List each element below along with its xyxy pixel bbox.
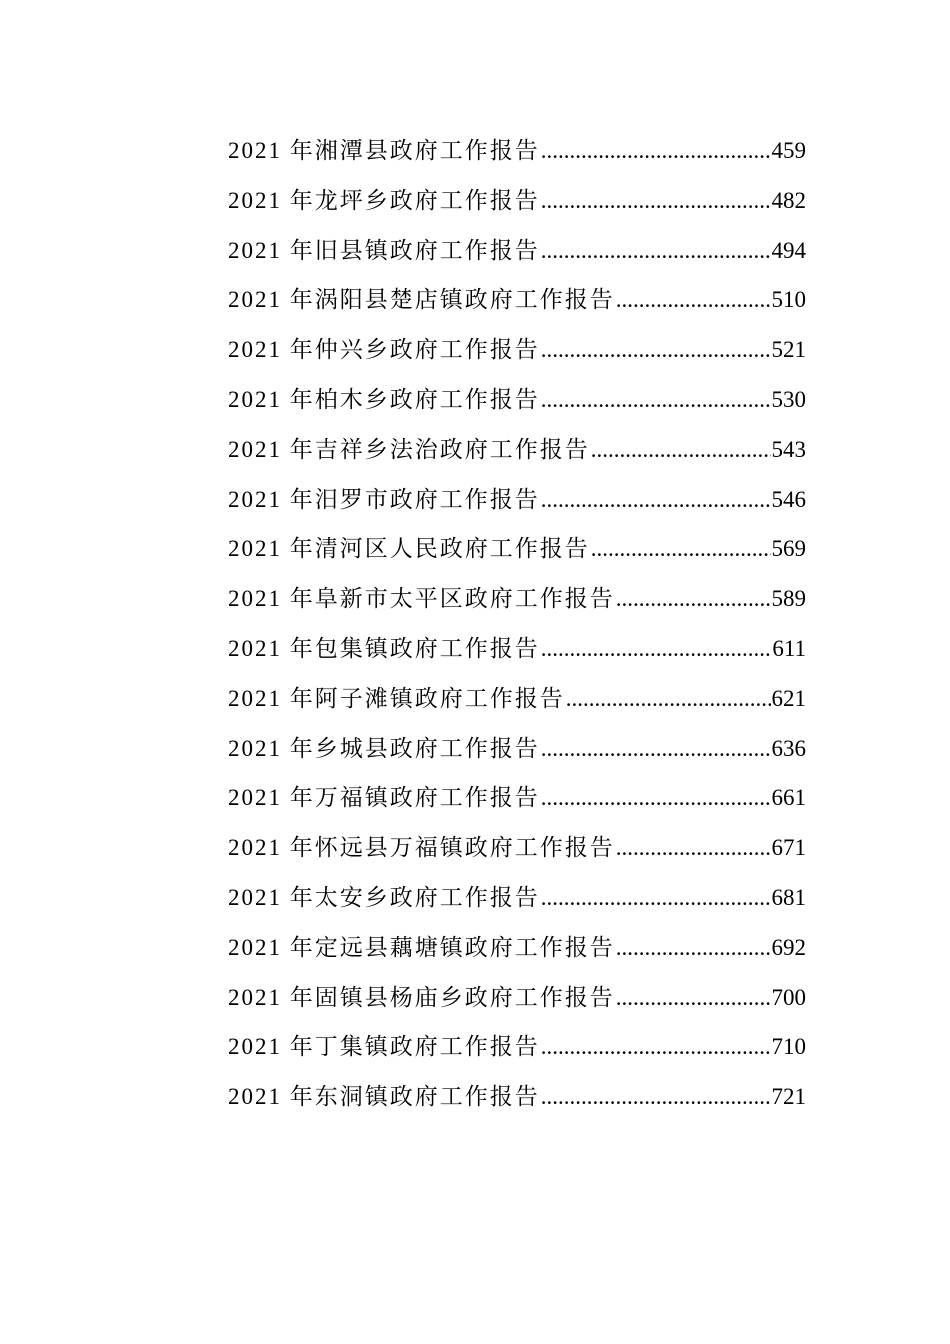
toc-entry[interactable]: [228, 724, 806, 774]
toc-dot-leader: [616, 923, 771, 973]
toc-entry[interactable]: [228, 375, 806, 425]
toc-entry[interactable]: [228, 425, 806, 475]
toc-entry[interactable]: [228, 973, 806, 1023]
toc-dot-leader: [616, 823, 771, 873]
toc-entry[interactable]: [228, 325, 806, 375]
toc-dot-leader: [591, 425, 771, 475]
toc-entry-page-number: 621: [771, 685, 806, 711]
toc-entry[interactable]: [228, 1022, 806, 1072]
toc-entry-title: 2021 年万福镇政府工作报告: [228, 785, 540, 811]
toc-entry-title: 2021 年龙坪乡政府工作报告: [228, 187, 540, 213]
toc-entry-title: 2021 年阿子滩镇政府工作报告: [228, 685, 565, 711]
toc-dot-leader: [541, 325, 771, 375]
toc-entry[interactable]: [228, 524, 806, 574]
toc-dot-leader: [541, 724, 771, 774]
toc-entry-page-number: 569: [771, 536, 806, 562]
toc-entry-title: 2021 年柏木乡政府工作报告: [228, 386, 540, 412]
toc-entry-title: 2021 年太安乡政府工作报告: [228, 884, 540, 910]
toc-entry-title: 2021 年阜新市太平区政府工作报告: [228, 586, 615, 612]
toc-entry[interactable]: [228, 873, 806, 923]
toc-entry[interactable]: [228, 823, 806, 873]
toc-dot-leader: [591, 524, 771, 574]
toc-entry[interactable]: [228, 176, 806, 226]
table-of-contents: [228, 126, 806, 1122]
toc-dot-leader: [541, 773, 771, 823]
toc-dot-leader: [541, 226, 771, 276]
toc-dot-leader: [541, 176, 771, 226]
toc-entry-title: 2021 年东洞镇政府工作报告: [228, 1084, 540, 1110]
toc-entry-page-number: 671: [771, 835, 806, 861]
toc-entry-page-number: 692: [771, 934, 806, 960]
toc-entry-page-number: 681: [771, 884, 806, 910]
toc-dot-leader: [566, 674, 771, 724]
toc-entry-page-number: 546: [771, 486, 806, 512]
toc-entry-page-number: 543: [771, 436, 806, 462]
toc-entry[interactable]: [228, 275, 806, 325]
toc-entry-title: 2021 年旧县镇政府工作报告: [228, 237, 540, 263]
toc-entry[interactable]: [228, 126, 806, 176]
toc-entry-page-number: 611: [772, 635, 806, 661]
toc-entry-title: 2021 年乡城县政府工作报告: [228, 735, 540, 761]
toc-dot-leader: [541, 1022, 771, 1072]
toc-dot-leader: [541, 1072, 771, 1122]
toc-dot-leader: [541, 475, 771, 525]
toc-entry[interactable]: [228, 226, 806, 276]
toc-dot-leader: [541, 624, 772, 674]
toc-entry-title: 2021 年汨罗市政府工作报告: [228, 486, 540, 512]
toc-entry-title: 2021 年清河区人民政府工作报告: [228, 536, 590, 562]
toc-entry-title: 2021 年包集镇政府工作报告: [228, 635, 540, 661]
toc-entry-title: 2021 年涡阳县楚店镇政府工作报告: [228, 287, 615, 313]
toc-entry-page-number: 721: [771, 1084, 806, 1110]
toc-entry-page-number: 494: [771, 237, 806, 263]
toc-entry-page-number: 636: [771, 735, 806, 761]
toc-entry[interactable]: [228, 773, 806, 823]
toc-dot-leader: [541, 375, 771, 425]
toc-dot-leader: [616, 973, 771, 1023]
toc-entry[interactable]: [228, 574, 806, 624]
toc-dot-leader: [616, 574, 771, 624]
toc-dot-leader: [541, 126, 771, 176]
toc-entry-title: 2021 年吉祥乡法治政府工作报告: [228, 436, 590, 462]
toc-dot-leader: [616, 275, 771, 325]
toc-entry-title: 2021 年丁集镇政府工作报告: [228, 1034, 540, 1060]
toc-entry-page-number: 459: [771, 138, 806, 163]
toc-entry[interactable]: [228, 923, 806, 973]
toc-entry[interactable]: [228, 1072, 806, 1122]
toc-entry[interactable]: [228, 674, 806, 724]
toc-entry[interactable]: [228, 624, 806, 674]
toc-entry-page-number: 589: [771, 586, 806, 612]
toc-entry-page-number: 700: [771, 984, 806, 1010]
toc-entry-page-number: 661: [771, 785, 806, 811]
toc-entry-title: 2021 年仲兴乡政府工作报告: [228, 337, 540, 363]
toc-entry-page-number: 710: [771, 1034, 806, 1060]
toc-entry-title: 2021 年固镇县杨庙乡政府工作报告: [228, 984, 615, 1010]
toc-entry[interactable]: [228, 475, 806, 525]
toc-entry-title: 2021 年怀远县万福镇政府工作报告: [228, 835, 615, 861]
toc-entry-page-number: 521: [771, 337, 806, 363]
toc-entry-page-number: 510: [771, 287, 806, 313]
toc-dot-leader: [541, 873, 771, 923]
toc-entry-title: 2021 年定远县藕塘镇政府工作报告: [228, 934, 615, 960]
toc-entry-title: 2021 年湘潭县政府工作报告: [228, 138, 540, 163]
toc-entry-page-number: 530: [771, 386, 806, 412]
toc-entry-page-number: 482: [771, 187, 806, 213]
